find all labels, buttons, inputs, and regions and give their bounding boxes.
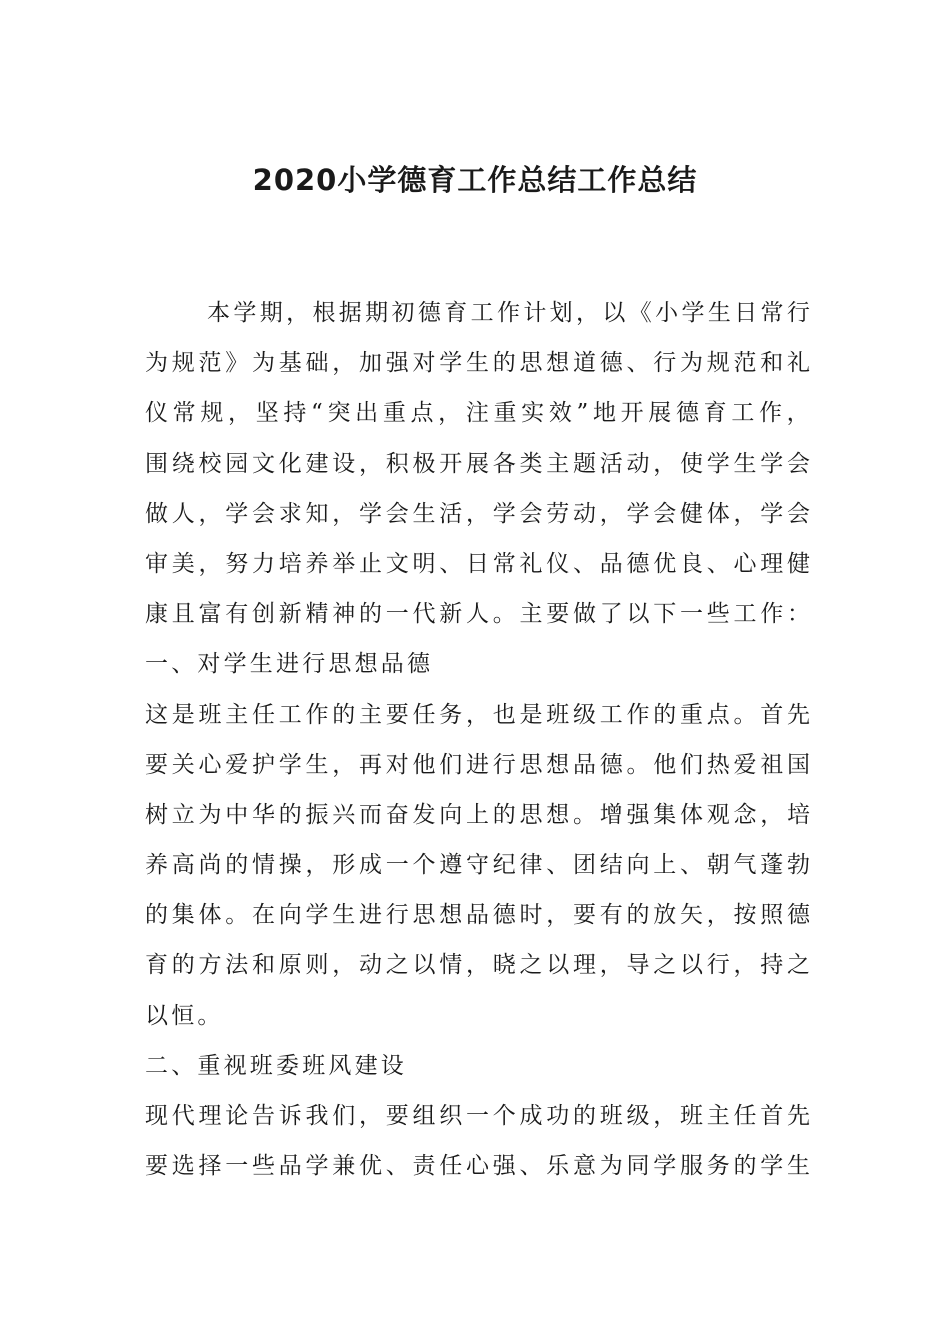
text-line: 树 立 为 中 华 的 振 兴 而 奋 发 向 上 的 思 想 。 增 强 集 体 观 念 ， 培 xyxy=(145,801,810,828)
text-line: 现 代 理 论 告 诉 我 们 ， 要 组 织 一 个 成 功 的 班 级 ， 班 主 任 首 先 xyxy=(145,1103,810,1129)
text-line: 做 人 ， 学 会 求 知 ， 学 会 生 活 ， 学 会 劳 动 ， 学 会 健 体 ， 学 会 xyxy=(145,500,810,527)
text-line: 要 选 择 一 些 品 学 兼 优 、 责 任 心 强 、 乐 意 为 同 学 服 务 的 学 生 xyxy=(145,1153,810,1180)
document-title: 2020小学德育工作总结工作总结 xyxy=(252,163,698,197)
text-line: 的 集 体 。 在 向 学 生 进 行 思 想 品 德 时 ， 要 有 的 放 矢 ， 按 照 德 xyxy=(145,902,810,929)
text-line: 养 高 尚 的 情 操 ， 形 成 一 个 遵 守 纪 律 、 团 结 向 上 、 朝 气 蓬 勃 xyxy=(145,852,810,879)
text-line: 要 关 心 爱 护 学 生 ， 再 对 他 们 进 行 思 想 品 德 。 他 们 热 爱 祖 国 xyxy=(145,751,810,778)
section-heading: 一、对学生进行思想品德 xyxy=(145,651,434,678)
text-line: 康 且 富 有 创 新 精 神 的 一 代 新 人 。 主 要 做 了 以 下 一 些 工 作 ： xyxy=(145,601,810,628)
text-line: 为 规 范 》 为 基 础 ， 加 强 对 学 生 的 思 想 道 德 、 行 为 规 范 和 礼 xyxy=(145,350,810,377)
text-line: 审 美 ， 努 力 培 养 举 止 文 明 、 日 常 礼 仪 、 品 德 优 良 、 心 理 健 xyxy=(145,550,810,577)
document-body xyxy=(145,288,810,1191)
text-line: 以恒。 xyxy=(145,1002,224,1029)
text-line: 育 的 方 法 和 原 则 ， 动 之 以 情 ， 晓 之 以 理 ， 导 之 以 行 ， 持 之 xyxy=(145,952,810,979)
text-line: 仪 常 规 ， 坚 持 “ 突 出 重 点 ， 注 重 实 效 ” 地 开 展 德 育 工 作 ， xyxy=(145,400,810,427)
text-line: 本 学 期 ， 根 据 期 初 德 育 工 作 计 划 ， 以 《 小 学 生 日 常 行 xyxy=(207,300,810,326)
text-line: 围 绕 校 园 文 化 建 设 ， 积 极 开 展 各 类 主 题 活 动 ， 使 学 生 学 会 xyxy=(145,450,810,477)
section-heading: 二、重视班委班风建设 xyxy=(145,1052,407,1079)
text-line: 这 是 班 主 任 工 作 的 主 要 任 务 ， 也 是 班 级 工 作 的 重 点 。 首 先 xyxy=(145,701,810,728)
